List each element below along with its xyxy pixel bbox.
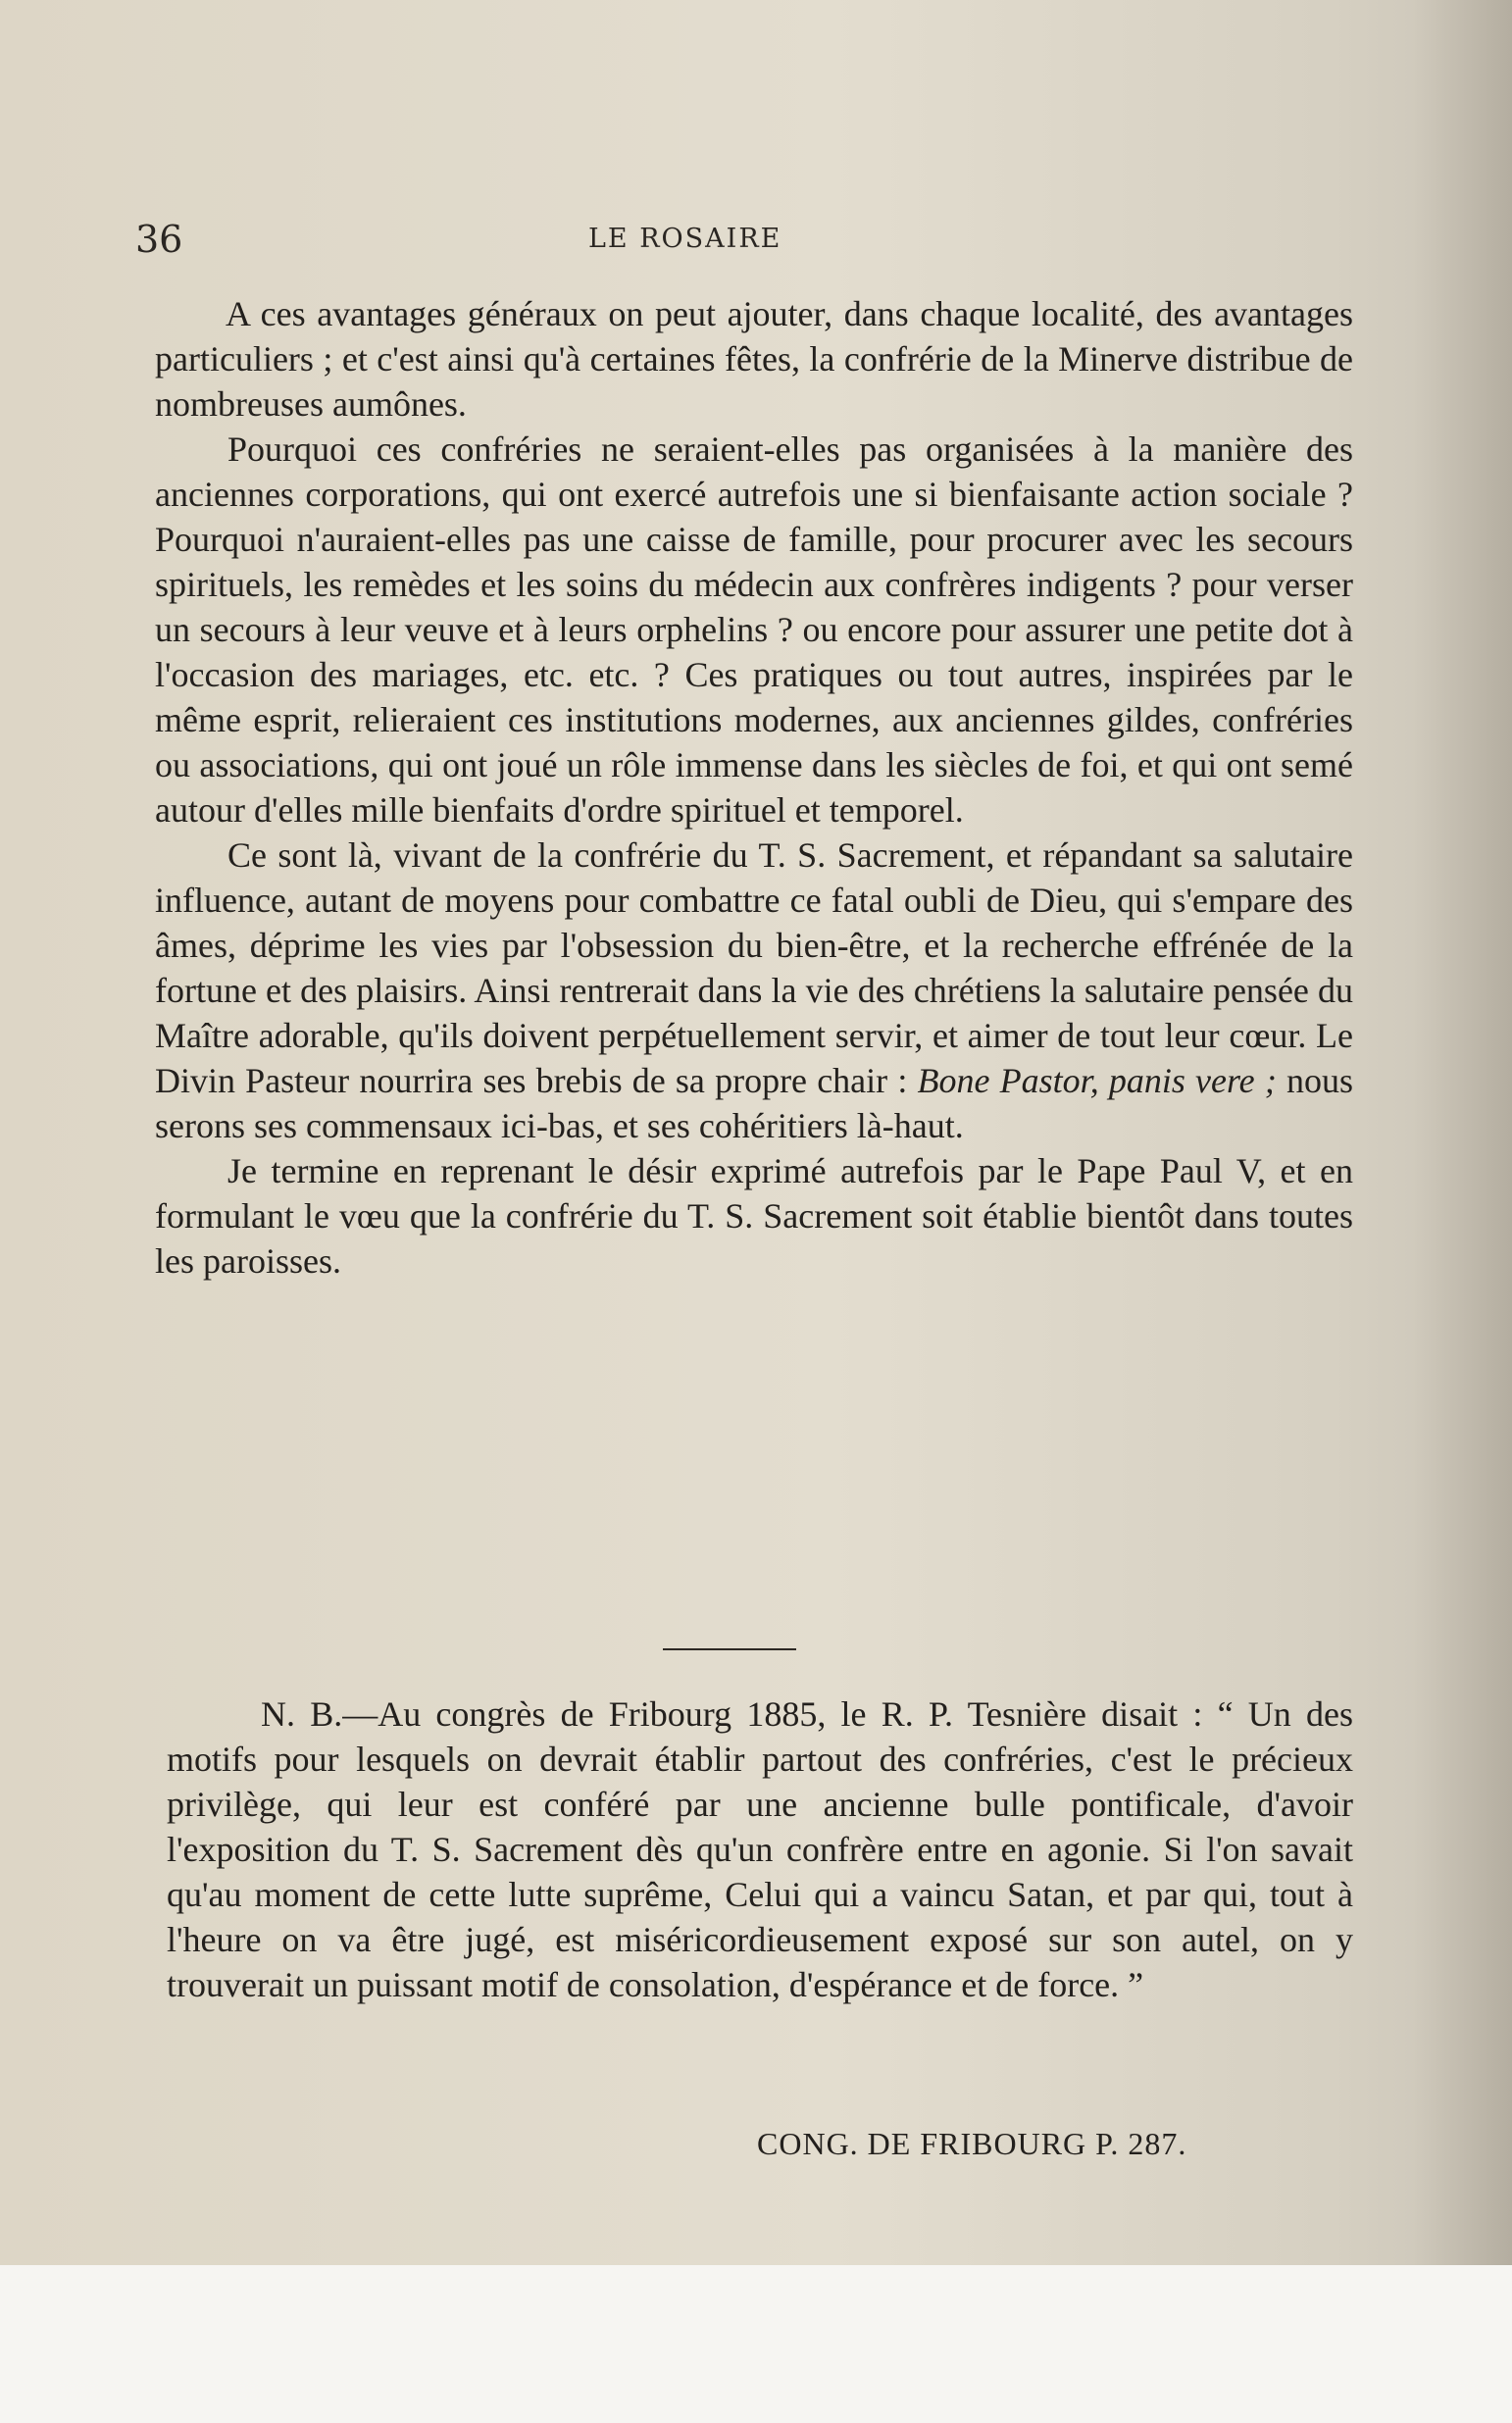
note-text: N. B.—Au congrès de Fribourg 1885, le R. P. Tesnière disait : “ Un des motifs pour lesquels on devrait établir partout des confréries, c'est le précieux privilège, qui leur est conféré par une ancienne bulle pontificale, d'avoir l'exposition du T. S. Sacrement dès qu'un confrère entre en agonie. Si l'on savait qu'au moment de cette lutte suprême, Celui qui a vaincu Satan, et par qui, tout à l'heure on va être jugé, est miséricordieusement exposé sur son autel, on y trouverait un puissant motif de consolation, d'espérance et de force. ” [167,1694,1353,2004]
paragraph-1: A ces avantages généraux on peut ajouter, dans chaque localité, des avantages particuliers ; et c'est ainsi qu'à certaines fêtes, la confrérie de la Minerve distribue de nombreuses aumônes. [155,294,1353,424]
paragraph-4: Je termine en reprenant le désir exprimé autrefois par le Pape Paul V, et en formulant le vœu que la confrérie du T. S. Sacrement soit établie bientôt dans toutes les paroisses. [155,1151,1353,1281]
paragraph-2: Pourquoi ces confréries ne seraient-elles pas organisées à la manière des anciennes corporations, qui ont exercé autrefois une si bienfaisante action sociale ? Pourquoi n'auraient-elles pas une caisse de famille, pour procurer avec les secours spirituels, les remèdes et les soins du médecin aux confrères indigents ? pour verser un secours à leur veuve et à leurs orphelins ? ou encore pour assurer une petite dot à l'occasion des mariages, etc. etc. ? Ces pratiques ou tout autres, inspirées par le même esprit, relieraient ces institutions modernes, aux anciennes gildes, confréries ou associations, qui ont joué un rôle immense dans les siècles de foi, et qui ont semé autour d'elles mille bienfaits d'ordre spirituel et temporel. [155,429,1353,830]
running-title: LE ROSAIRE [588,224,782,254]
paragraph-3-end: nous serons ses commensaux ici-bas, et ses cohéritiers là-haut. [155,1061,1354,1145]
page-gutter-shadow [1412,0,1512,2265]
scan-background [0,2265,1512,2423]
latin-phrase: Bone Pastor, panis vere ; [917,1061,1277,1100]
citation: CONG. DE FRIBOURG P. 287. [757,2126,1187,2161]
page-number: 36 [135,218,183,261]
paragraph-3 [155,833,1353,1148]
paragraph-3-text: Ce sont là, vivant de la confrérie du T. S. Sacrement, et répandant sa salutaire influence, autant de moyens pour combattre ce fatal oubli de Dieu, qui s'empare des âmes, déprime les vies par l'obsession du bien-être, et la recherche effrénée de la fortune et des plaisirs. Ainsi rentrerait dans la vie des chrétiens la salutaire pensée du Maître adorable, qu'ils doivent perpétuellement servir, et aimer de tout leur cœur. Le Divin Pasteur nourrira ses brebis de sa propre chair : [155,835,1353,1100]
section-divider [663,1648,796,1650]
main-text [155,291,1353,1284]
footnote [167,1691,1353,2007]
